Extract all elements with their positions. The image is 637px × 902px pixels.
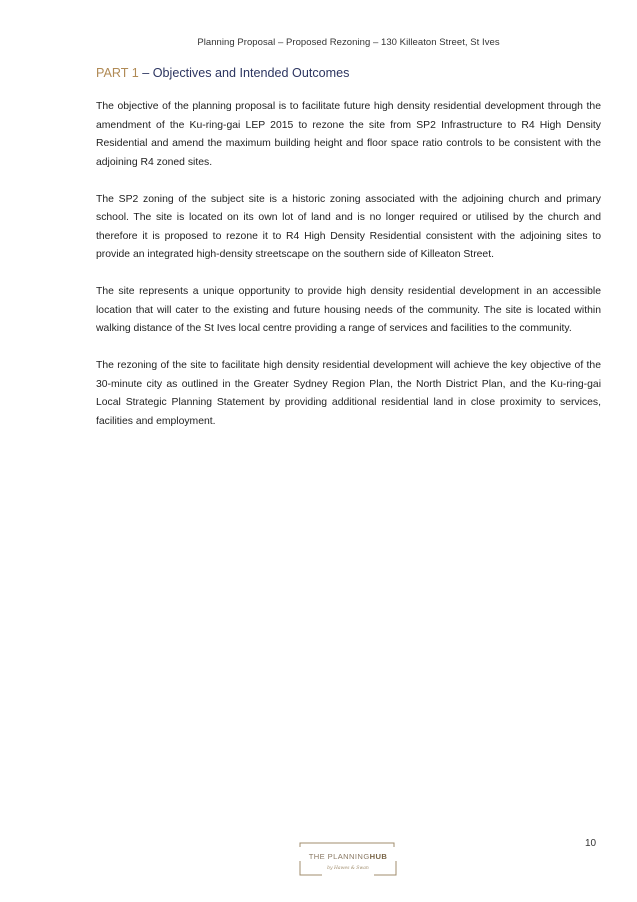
logo-tagline: by Hawes & Swan — [327, 866, 369, 871]
heading-separator: – — [138, 66, 153, 80]
paragraph-opportunity: The site represents a unique opportunity to provide high density residential development in an accessible location that will cater to the existing and future housing needs of the community. The site is located within walking distance of the St Ives local centre providing a range of services and facilities to the community. — [96, 286, 601, 334]
logo-wordmark — [298, 852, 398, 861]
logo-wordmark-bold: HUB — [369, 852, 388, 861]
part-label: PART 1 — [96, 66, 139, 80]
section-heading — [96, 66, 349, 80]
paragraph-rezoning: The rezoning of the site to facilitate high density residential development will achieve the key objective of the 30-minute city as outlined in the Greater Sydney Region Plan, the North District Plan, and the Ku-ring-gai Local Strategic Planning Statement by providing additional residential land in close proximity to services, facilities and employment. — [96, 360, 601, 427]
section-title: Objectives and Intended Outcomes — [152, 66, 350, 80]
paragraph-sp2-zoning: The SP2 zoning of the subject site is a historic zoning associated with the adjoining church and primary school. The site is located on its own lot of land and is no longer required or utilised by the church and therefore it is proposed to rezone it to R4 High Density Residential consistent with the adjoining sites to provide an integrated high-density streetscape on the southern side of Killeaton Street. — [96, 193, 601, 260]
paragraph-objective: The objective of the planning proposal is to facilitate future high density residential development through the amendment of the Ku-ring-gai LEP 2015 to rezone the site from SP2 Infrastructure to R4 High Density Residential and amend the maximum building height and floor space ratio controls to be consistent with the adjoining R4 zoned sites. — [96, 101, 601, 168]
logo-wordmark-light: THE PLANNING — [308, 852, 370, 861]
running-header-text: Planning Proposal – Proposed Rezoning – 130 Killeaton Street, St Ives — [197, 37, 500, 48]
page-number: 10 — [585, 838, 597, 849]
body-text — [96, 98, 601, 450]
planning-hub-logo — [298, 842, 398, 876]
running-header — [0, 37, 637, 48]
